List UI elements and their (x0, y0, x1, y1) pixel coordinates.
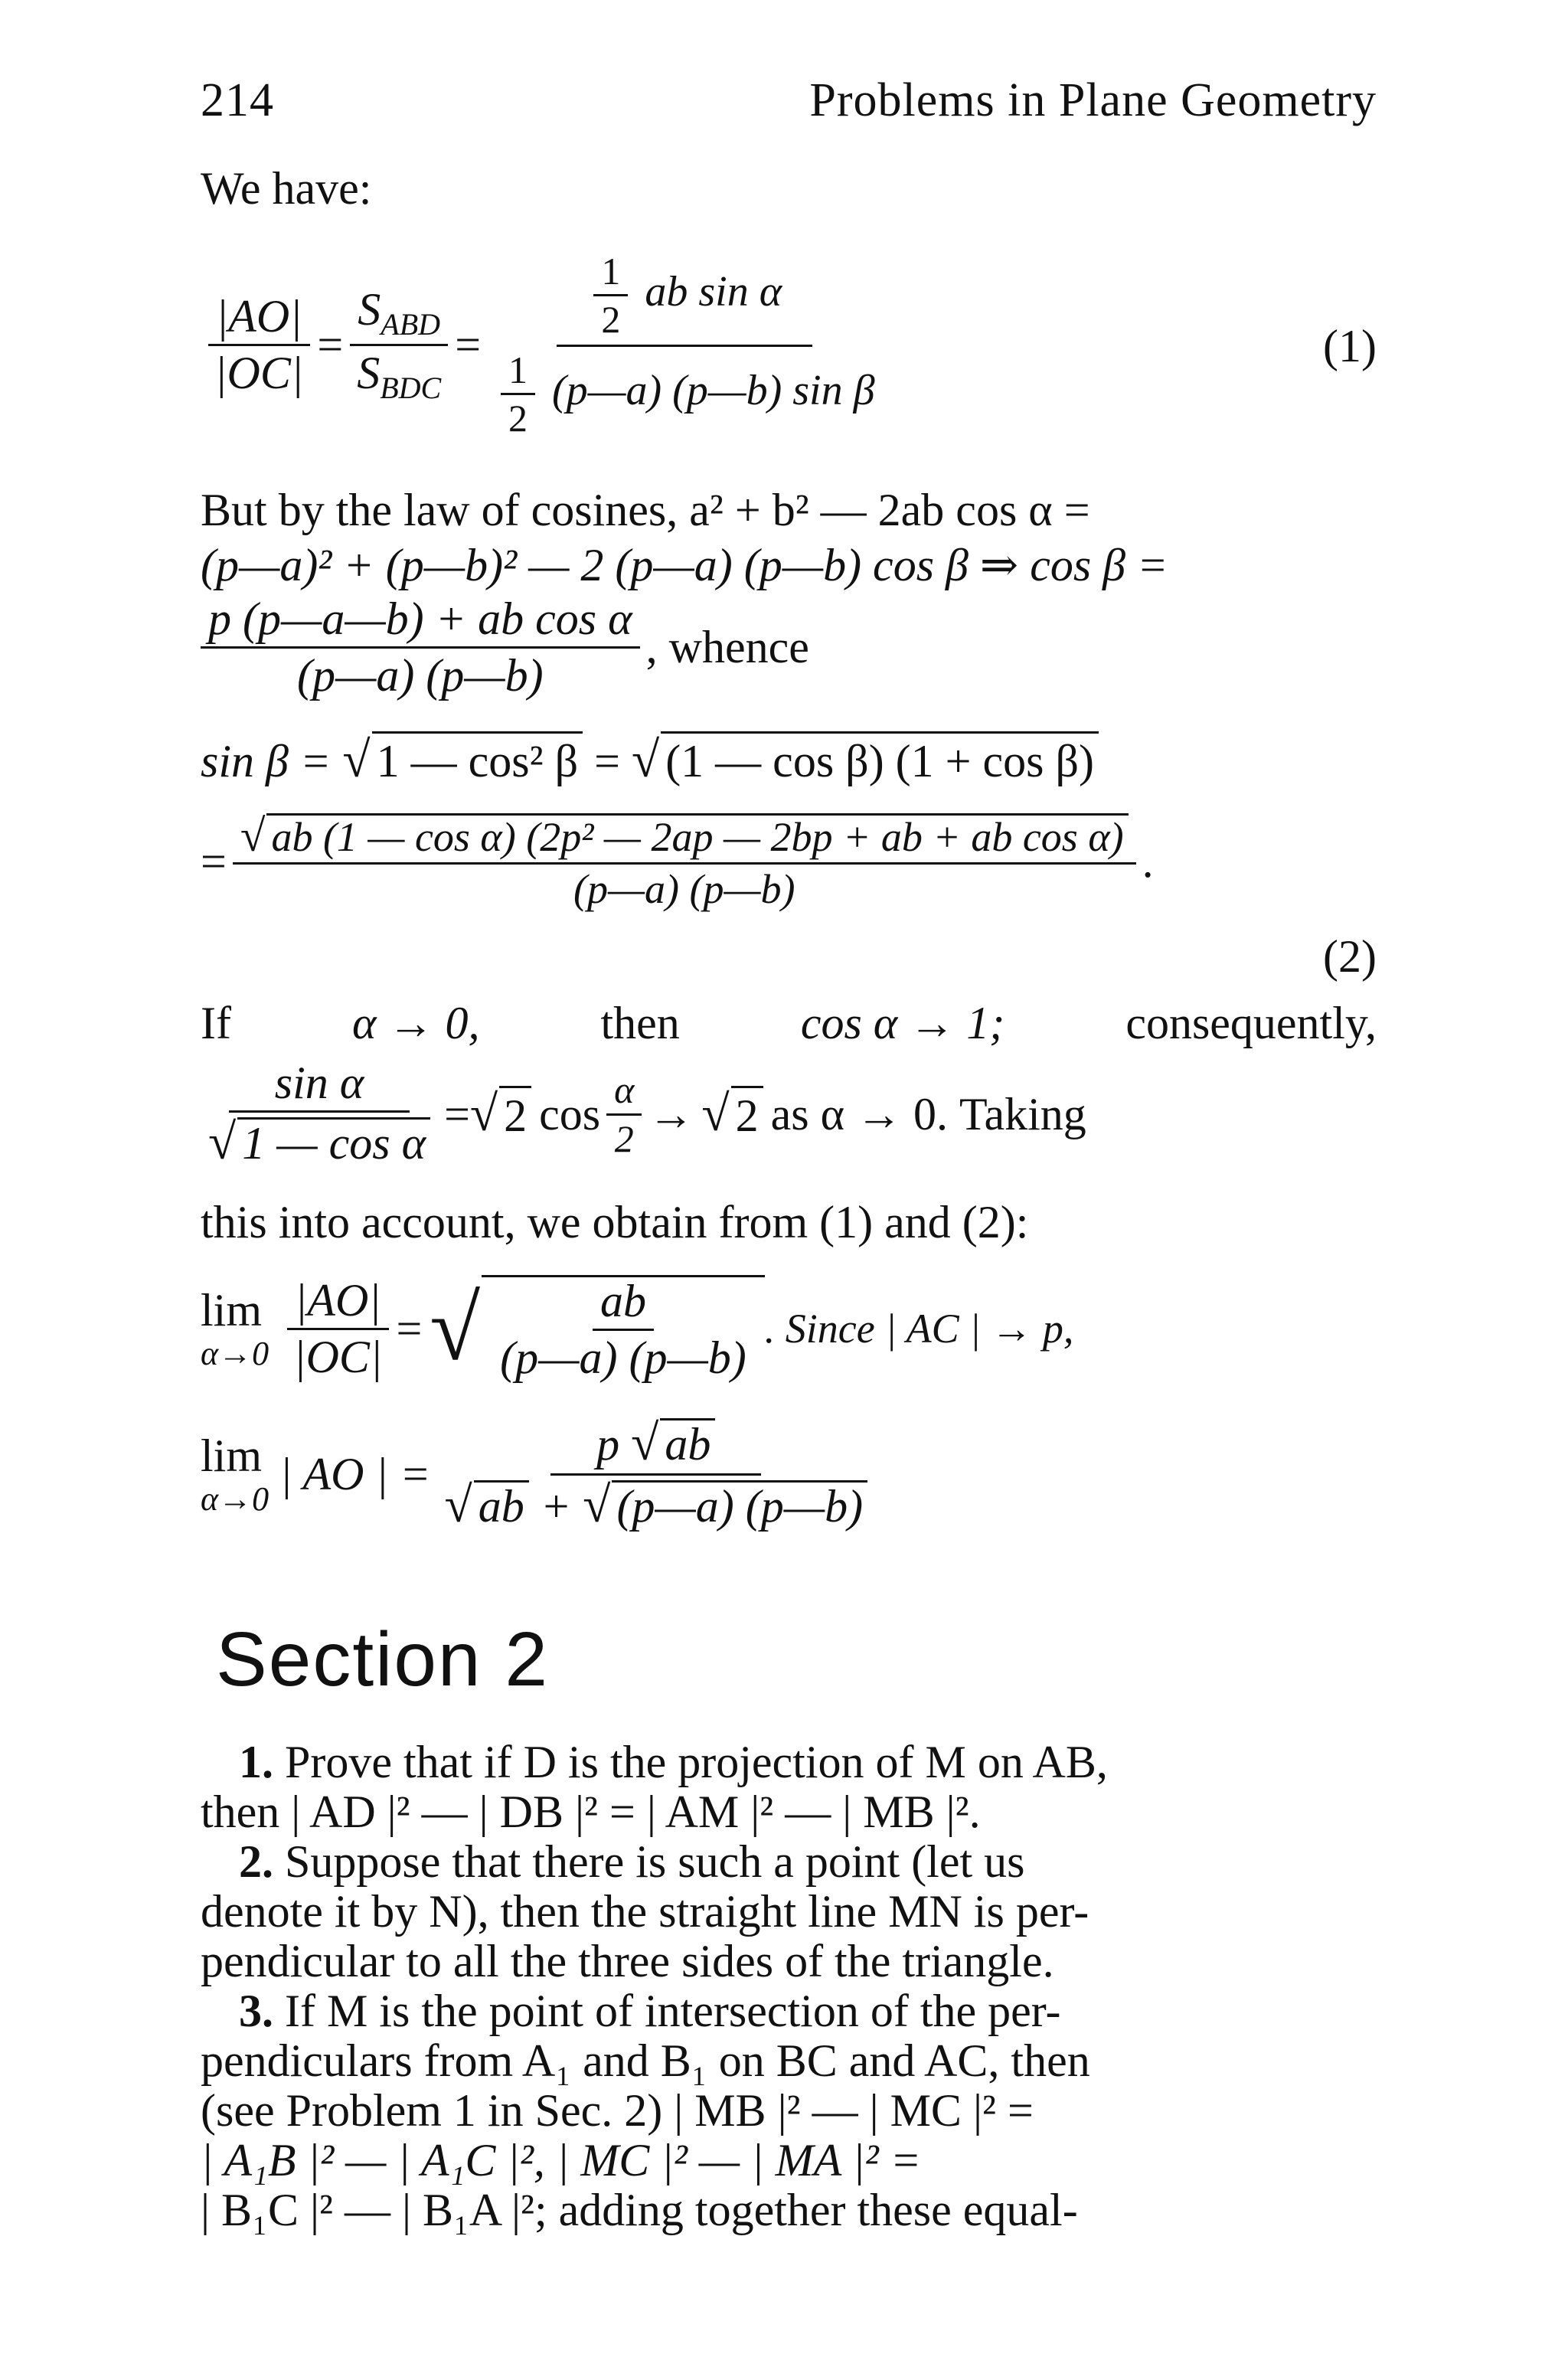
running-header (201, 74, 1377, 128)
law-line-3 (201, 590, 1377, 705)
problem-2-line-2: denote it by N), then the straight line MN is per- (201, 1886, 1089, 1937)
limit-ao-line: lim α→0 | AO | = $\frac{p √ ab}{√ ab + √ (p—a) (p—b)}$ (201, 1409, 1377, 1539)
cos-beta-numerator: p (p—a—b) + ab cos α (201, 595, 640, 649)
ratio-ao-numerator: |AO| (208, 293, 310, 346)
page-number: 214 (201, 74, 274, 126)
whence-text: , whence (645, 622, 809, 672)
problem-1-line-1: 1. Prove that if D is the projection of M on AB, (239, 1737, 1108, 1787)
problem-3-line-5: | B₁C |² — | B₁A |²; adding together these equal- (201, 2185, 1078, 2235)
ratio-ao-oc (207, 290, 311, 398)
problem-3-line-3: (see Problem 1 in Sec. 2) | MB |² — | MC |² = (201, 2085, 1034, 2136)
problem-2-line-1: 2. Suppose that there is such a point (let us (239, 1836, 1025, 1887)
limit-ratio-line: lim α→0 $\frac{|AO|}{|OC|}$ = √ $\frac{ab}{(p—a) (p—b)}$ . Since | AC | → p, (201, 1274, 1074, 1383)
sin-beta-fraction: = $\frac{\text{√ ab (1 — cos α) (2p² — 2ap — 2bp + ab + ab cos α)}}{(p—a) (p—b)}$ . (201, 809, 1154, 913)
ratio-areas: $\frac{S_{ABD}}{S_{BDC}}$ (349, 286, 449, 404)
equation-label-1: (1) (1323, 321, 1377, 371)
ratio-sine-areas: $\frac{1}{2}$ ab sin α $\frac{1}{2}$ (p—a) (p—b) sin β (487, 251, 882, 439)
problem-1-line-2: then | AD |² — | DB |² = | AM |² — | MB |². (201, 1787, 981, 1837)
problem-3-line-2: pendiculars from A₁ and B₁ on BC and AC, then (201, 2035, 1090, 2086)
law-line-2: (p—a)² + (p—b)² — 2 (p—a) (p—b) cos β ⇒ cos β = (201, 540, 1168, 590)
section-title: Section 2 (216, 1617, 549, 1702)
if-alpha-line: If α → 0, then cos α → 1; consequently, (201, 998, 1377, 1048)
cos-beta-denominator: (p—a) (p—b) (297, 649, 544, 701)
problem-3-line-1: 3. If M is the point of intersection of the per- (239, 1986, 1061, 2036)
equation-1: $\frac{|AO|}{|OC|}$ = $\frac{S_{ABD}}{S_{BDC}}$ = $\frac{1}{2}$ ab sin α $\frac{1}{2}$ (p—a) (p—b) sin β (201, 230, 1377, 459)
sin-beta-line: sin β = √ 1 — cos² β = √ (1 — cos β) (1 + cos β) (201, 731, 1377, 789)
sin-over-root-line: $\frac{\text{sin α}}{\text{√ 1 — cos α}}$ = √ 2 cos $\frac{\alpha}{2}$ → √ 2 as α → 0. Taking (208, 1058, 1086, 1171)
problem-2-line-3: pendicular to all the three sides of the triangle. (201, 1936, 1054, 1986)
intro-text: We have: (201, 163, 372, 214)
sin-beta-radicand: ab (1 — cos α) (2p² — 2ap — 2bp + ab + ab cos α) (266, 813, 1128, 859)
law-line-1: But by the law of cosines, a² + b² — 2ab cos α = (201, 485, 1090, 535)
equation-label-2: (2) (1323, 931, 1377, 982)
ratio-oc-denominator: |OC| (214, 347, 304, 398)
sin-beta-denominator: (p—a) (p—b) (573, 866, 795, 913)
into-account-line: this into account, we obtain from (1) and (2): (201, 1197, 1029, 1247)
problem-3-line-4: | A₁B |² — | A₁C |², | MC |² — | MA |² = (201, 2135, 922, 2185)
running-title: Problems in Plane Geometry (809, 74, 1377, 126)
